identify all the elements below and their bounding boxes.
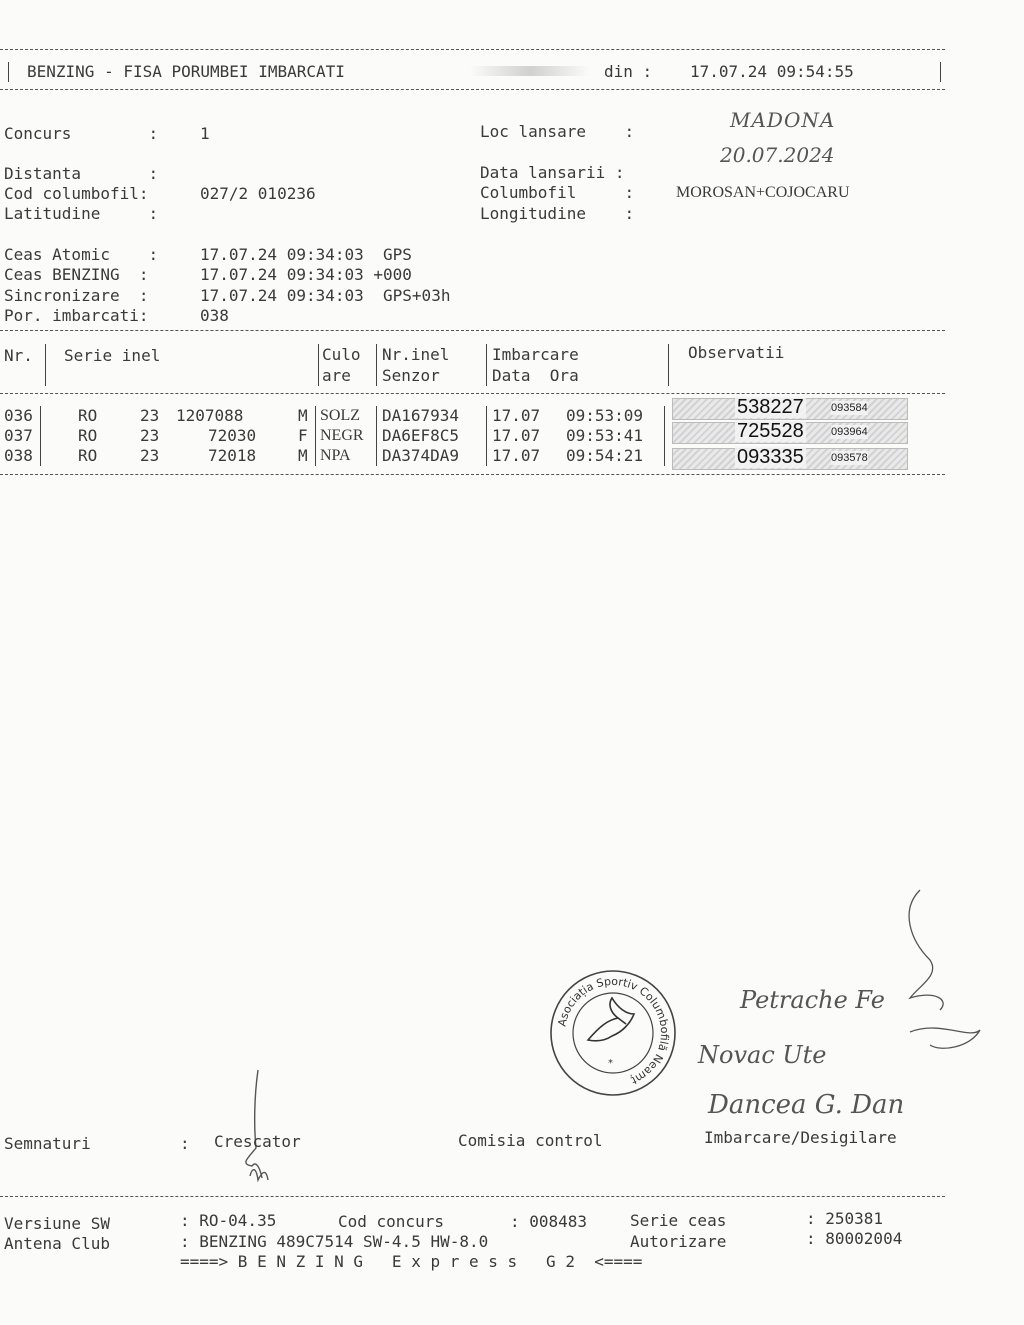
versiune-sw-label: Versiune SW <box>4 1214 110 1233</box>
row-country: RO <box>78 426 98 445</box>
porumbei-imbarcati-label: Por. imbarcati: <box>4 306 149 325</box>
semnaturi-label: Semnaturi <box>4 1134 91 1153</box>
table-top-rule <box>0 330 945 331</box>
row-divider <box>40 406 41 426</box>
row-divider <box>486 406 487 426</box>
handwritten-name-2: Novac Ute <box>698 1041 827 1069</box>
col-header-nr: Nr. <box>4 346 33 365</box>
comisia-control-label: Comisia control <box>458 1131 603 1150</box>
smudge <box>470 66 590 76</box>
svg-text:*: * <box>608 1058 613 1069</box>
row-country: RO <box>78 406 98 425</box>
handwritten-name-1: Petrache Fe <box>740 986 885 1014</box>
header-bottom-rule <box>0 89 945 90</box>
col-header-nrinel-2: Senzor <box>382 366 440 385</box>
header-top-rule <box>0 49 945 50</box>
antena-club-label: Antena Club <box>4 1234 110 1253</box>
sticker-small-number: 093584 <box>831 402 868 414</box>
row-sensor: DA6EF8C5 <box>382 426 460 445</box>
columbofil-value: MOROSAN+COJOCARU <box>676 184 850 201</box>
col-header-observatii: Observatii <box>688 343 785 362</box>
row-ring: 1207088 <box>176 406 244 425</box>
row-time: 09:53:41 <box>566 426 644 445</box>
col-divider-3 <box>376 344 377 386</box>
col-divider-2 <box>318 344 319 386</box>
col-divider-5 <box>668 344 669 386</box>
row-year: 23 <box>140 426 160 445</box>
sincronizare-label: Sincronizare : <box>4 286 149 305</box>
col-divider-1 <box>45 344 46 386</box>
ceas-benzing-label: Ceas BENZING : <box>4 265 149 284</box>
distanta-label: Distanta : <box>4 164 159 183</box>
row-divider <box>664 406 665 426</box>
benzing-express-banner: ====> B E N Z I N G E x p r e s s G 2 <==== <box>180 1252 643 1271</box>
col-header-culoare-2: are <box>322 366 351 385</box>
row-time: 09:53:09 <box>566 406 644 425</box>
columbofil-label: Columbofil : <box>480 183 635 202</box>
concurs-label: Concurs : <box>4 124 159 143</box>
row-divider <box>486 426 487 446</box>
sticker-big-number: 725528 <box>737 420 804 442</box>
crescator-label: Crescator <box>214 1132 301 1151</box>
col-header-nrinel-1: Nr.inel <box>382 345 450 364</box>
handwritten-name-3: Dancea G. Dan <box>708 1090 905 1120</box>
imbarcare-desigilare-label: Imbarcare/Desigilare <box>704 1128 897 1147</box>
sticker-big-number: 093335 <box>737 446 804 468</box>
row-divider <box>376 426 377 446</box>
row-year: 23 <box>140 446 160 465</box>
cod-columbofil-value: 027/2 010236 <box>200 184 316 203</box>
row-date: 17.07 <box>492 426 541 445</box>
col-header-culoare-1: Culo <box>322 345 361 364</box>
header-left-bar <box>8 62 9 82</box>
row-nr: 037 <box>4 426 33 445</box>
table-bottom-rule <box>0 474 945 475</box>
row-nr: 038 <box>4 446 33 465</box>
header-right-bar <box>940 62 941 82</box>
ceas-atomic-label: Ceas Atomic : <box>4 245 159 264</box>
serie-ceas-value: : 250381 <box>806 1209 884 1228</box>
signature-scribble-crescator <box>230 1068 290 1188</box>
row-divider <box>664 446 665 466</box>
loc-lansare-label: Loc lansare : <box>480 122 635 141</box>
ceas-benzing-value: 17.07.24 09:34:03 +000 <box>200 265 412 284</box>
row-sex: M <box>298 446 308 465</box>
longitudine-label: Longitudine : <box>480 204 635 223</box>
versiune-sw-value: : RO-04.35 <box>180 1211 277 1230</box>
sticker-small-number: 093578 <box>831 452 868 464</box>
dove-icon <box>588 998 634 1041</box>
row-divider <box>315 446 316 466</box>
row-divider <box>40 426 41 446</box>
semnaturi-colon: : <box>180 1134 190 1153</box>
loc-lansare-handwritten: MADONA <box>730 108 836 132</box>
row-color: NEGR <box>320 427 364 444</box>
observatii-sticker <box>672 422 908 444</box>
signature-scribble-right <box>880 880 990 1070</box>
cod-concurs-label: Cod concurs <box>338 1212 444 1231</box>
row-divider <box>40 446 41 466</box>
document-title: BENZING - FISA PORUMBEI IMBARCATI <box>27 62 345 81</box>
col-header-imbarcare-1: Imbarcare <box>492 345 579 364</box>
col-header-serie: Serie inel <box>64 346 161 365</box>
row-date: 17.07 <box>492 446 541 465</box>
antena-club-value: : BENZING 489C7514 SW-4.5 HW-8.0 <box>180 1232 489 1251</box>
row-divider <box>315 406 316 426</box>
row-sex: F <box>298 426 308 445</box>
row-color: SOLZ <box>320 407 360 424</box>
sticker-small-number: 093964 <box>831 426 868 438</box>
latitudine-label: Latitudine : <box>4 204 159 223</box>
sticker-big-number: 538227 <box>737 396 804 418</box>
porumbei-imbarcati-value: 038 <box>200 306 229 325</box>
row-sensor: DA374DA9 <box>382 446 460 465</box>
row-divider <box>486 446 487 466</box>
row-divider <box>376 406 377 426</box>
observatii-sticker <box>672 398 908 420</box>
row-sensor: DA167934 <box>382 406 460 425</box>
observatii-sticker <box>672 448 908 470</box>
autorizare-label: Autorizare <box>630 1232 727 1251</box>
row-country: RO <box>78 446 98 465</box>
din-label: din : <box>604 62 653 81</box>
row-divider <box>664 426 665 446</box>
ceas-atomic-value: 17.07.24 09:34:03 GPS <box>200 245 412 264</box>
row-divider <box>315 426 316 446</box>
serie-ceas-label: Serie ceas <box>630 1211 727 1230</box>
data-lansarii-label: Data lansarii : <box>480 163 625 182</box>
col-header-imbarcare-2: Data Ora <box>492 366 579 385</box>
row-sex: M <box>298 406 308 425</box>
row-divider <box>376 446 377 466</box>
row-ring: 72018 <box>208 446 257 465</box>
row-color: NPA <box>320 447 351 464</box>
footer-rule <box>0 1196 945 1197</box>
print-timestamp: 17.07.24 09:54:55 <box>690 62 854 81</box>
row-nr: 036 <box>4 406 33 425</box>
table-header-rule <box>0 393 945 394</box>
svg-text:Asociația Sportiv Columbofilă: Asociația Sportiv Columbofilă Neamț <box>555 974 672 1087</box>
data-lansarii-handwritten: 20.07.2024 <box>720 143 835 167</box>
row-ring: 72030 <box>208 426 257 445</box>
concurs-value: 1 <box>200 124 210 143</box>
row-year: 23 <box>140 406 160 425</box>
autorizare-value: : 80002004 <box>806 1229 903 1248</box>
cod-concurs-value: : 008483 <box>510 1212 588 1231</box>
association-stamp <box>548 968 678 1098</box>
row-time: 09:54:21 <box>566 446 644 465</box>
row-date: 17.07 <box>492 406 541 425</box>
sincronizare-value: 17.07.24 09:34:03 GPS+03h <box>200 286 451 305</box>
cod-columbofil-label: Cod columbofil: <box>4 184 149 203</box>
col-divider-4 <box>486 344 487 386</box>
